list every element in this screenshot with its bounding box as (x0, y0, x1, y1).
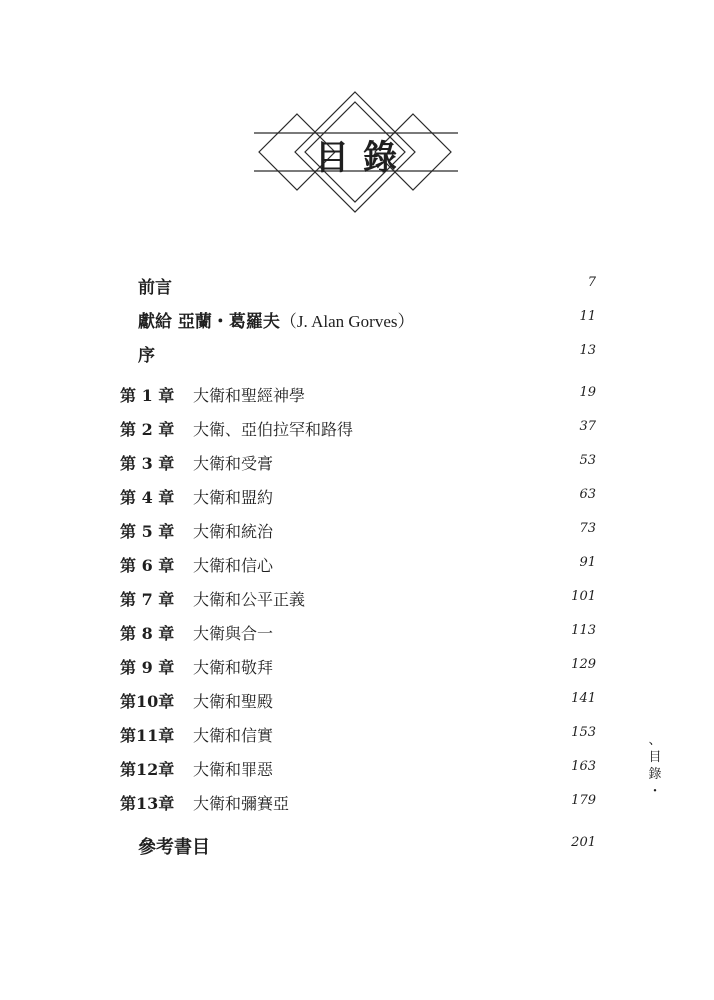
page-number: 11 (579, 309, 596, 324)
chapter-number: 第 4 章 (120, 488, 175, 507)
side-tab-char: 錄 (648, 767, 662, 782)
chapter-number: 第 2 章 (120, 420, 175, 439)
toc-entry-chapter-10[interactable] (0, 686, 714, 716)
page-number: 37 (579, 419, 596, 434)
toc-entry-bibliography[interactable] (0, 830, 714, 860)
chapter-number: 第11章 (120, 726, 175, 745)
entry-title: 參考書目 (138, 837, 210, 858)
chapter-number: 第 5 章 (120, 522, 175, 541)
toc-entry-preface[interactable] (0, 338, 714, 368)
toc-entry-chapter-2[interactable] (0, 414, 714, 444)
page-number: 141 (571, 691, 596, 706)
toc-entry-chapter-8[interactable] (0, 618, 714, 648)
page-number: 163 (571, 759, 596, 774)
chapter-number: 第 6 章 (120, 556, 175, 575)
chapter-title: 大衛和信實 (193, 726, 274, 745)
toc-entry-foreword[interactable] (0, 270, 714, 300)
page-number: 153 (571, 725, 596, 740)
toc-entry-chapter-3[interactable] (0, 448, 714, 478)
toc-entry-chapter-1[interactable] (0, 380, 714, 410)
page-title: 目錄 (315, 137, 411, 178)
chapter-title: 大衛和統治 (193, 522, 274, 541)
chapter-title: 大衛與合一 (193, 624, 274, 643)
page-number: 201 (571, 835, 596, 850)
entry-title-latin: （J. Alan Gorves） (279, 312, 415, 331)
chapter-title: 大衛和盟約 (193, 488, 274, 507)
chapter-number: 第 3 章 (120, 454, 175, 473)
page-number: 101 (571, 589, 596, 604)
chapter-title: 大衛和公平正義 (193, 590, 306, 609)
chapter-number: 第 8 章 (120, 624, 175, 643)
toc-entry-chapter-13[interactable] (0, 788, 714, 818)
page-number: 129 (571, 657, 596, 672)
toc-entry-chapter-5[interactable] (0, 516, 714, 546)
page-number: 7 (587, 275, 596, 290)
page-number: 13 (579, 343, 596, 358)
toc-entry-dedication[interactable] (0, 304, 714, 334)
toc-entry-chapter-6[interactable] (0, 550, 714, 580)
chapter-title: 大衛和敬拜 (193, 658, 274, 677)
entry-title: 序 (138, 346, 155, 366)
side-tab-top-mark: 、 (648, 733, 662, 748)
toc-entry-chapter-7[interactable] (0, 584, 714, 614)
chapter-title: 大衛和聖經神學 (193, 386, 306, 405)
page-number: 53 (579, 453, 596, 468)
chapter-number: 第 1 章 (120, 386, 175, 405)
entry-title: 前言 (138, 278, 172, 298)
chapter-title: 大衛和受膏 (193, 454, 274, 473)
chapter-title: 大衛和聖殿 (193, 692, 274, 711)
toc-entry-chapter-9[interactable] (0, 652, 714, 682)
section-side-tab (646, 732, 664, 800)
chapter-number: 第 7 章 (120, 590, 175, 609)
page-number: 179 (571, 793, 596, 808)
chapter-number: 第 9 章 (120, 658, 175, 677)
toc-entry-chapter-11[interactable] (0, 720, 714, 750)
side-tab-char: 目 (648, 750, 662, 765)
chapter-title: 大衛和罪惡 (193, 760, 274, 779)
chapter-number: 第12章 (120, 760, 175, 779)
toc-entry-chapter-12[interactable] (0, 754, 714, 784)
page-number: 113 (571, 623, 596, 638)
chapter-title: 大衛和彌賽亞 (193, 794, 290, 813)
entry-title (138, 307, 415, 332)
entry-title-cn: 獻給 亞蘭・葛羅夫 (138, 312, 280, 332)
page-number: 63 (579, 487, 596, 502)
toc-entry-chapter-4[interactable] (0, 482, 714, 512)
chapter-title: 大衛和信心 (193, 556, 274, 575)
chapter-number: 第10章 (120, 692, 175, 711)
page-number: 73 (579, 521, 596, 536)
page-number: 91 (579, 555, 596, 570)
chapter-title: 大衛、亞伯拉罕和路得 (193, 420, 354, 439)
chapter-number: 第13章 (120, 794, 175, 813)
page-number: 19 (579, 385, 596, 400)
side-tab-bottom-mark: ・ (648, 784, 662, 799)
